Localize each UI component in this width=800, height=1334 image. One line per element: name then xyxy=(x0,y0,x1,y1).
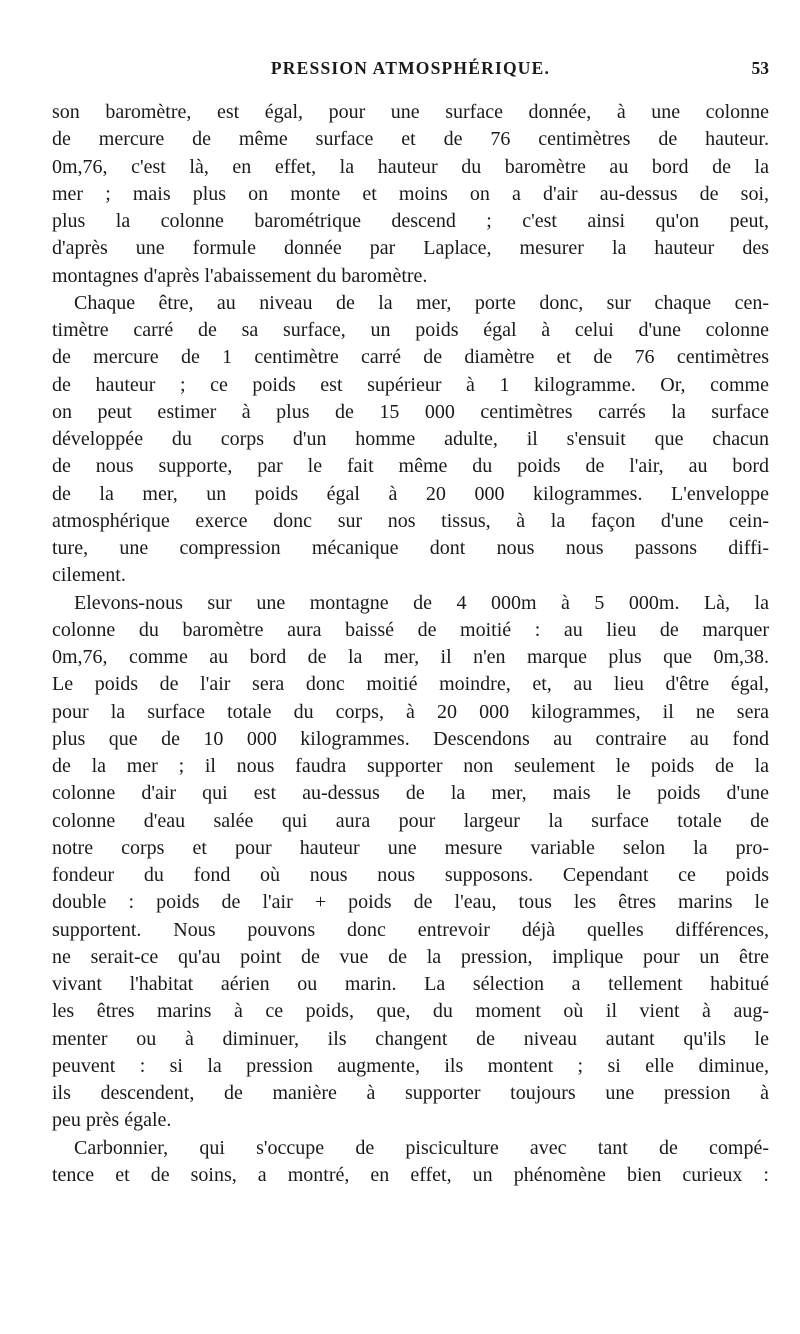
text-line: vivant l'habitat aérien ou marin. La sélection a tellement habitué xyxy=(52,973,769,995)
text-line: plus la colonne barométrique descend ; c'est ainsi qu'on peut, xyxy=(52,210,769,232)
text-line: fondeur du fond où nous nous supposons. Cependant ce poids xyxy=(52,864,769,886)
text-line: peu près égale. xyxy=(52,1109,172,1132)
text-line: montagnes d'après l'abaissement du baromètre. xyxy=(52,264,428,287)
text-line: Elevons-nous sur une montagne de 4 000m à 5 000m. Là, la xyxy=(74,591,769,614)
text-line: notre corps et pour hauteur une mesure variable selon la pro- xyxy=(52,836,769,859)
text-line: timètre carré de sa surface, un poids égal à celui d'une colonne xyxy=(52,319,769,341)
text-line: Chaque être, au niveau de la mer, porte donc, sur chaque cen- xyxy=(74,291,769,314)
text-line: de la mer, un poids égal à 20 000 kilogrammes. L'enveloppe xyxy=(52,482,769,505)
text-line: double : poids de l'air + poids de l'eau, tous les êtres marins le xyxy=(52,891,769,914)
body-text xyxy=(52,99,769,1189)
text-line: les êtres marins à ce poids, que, du moment où il vient à aug- xyxy=(52,1000,769,1023)
text-line: on peut estimer à plus de 15 000 centimètres carrés la surface xyxy=(52,400,769,423)
text-line: de hauteur ; ce poids est supérieur à 1 kilogramme. Or, comme xyxy=(52,373,769,396)
text-line: son baromètre, est égal, pour une surface donnée, à une colonne xyxy=(52,101,769,123)
text-line: supportent. Nous pouvons donc entrevoir déjà quelles différences, xyxy=(52,918,769,941)
text-line: développée du corps d'un homme adulte, il s'ensuit que chacun xyxy=(52,428,769,450)
text-line: cilement. xyxy=(52,564,126,587)
text-line: mer ; mais plus on monte et moins on a d'air au-dessus de soi, xyxy=(52,182,769,205)
text-line: plus que de 10 000 kilogrammes. Descendons au contraire au fond xyxy=(52,727,769,750)
text-line: ils descendent, de manière à supporter toujours une pression à xyxy=(52,1082,769,1104)
text-line: d'après une formule donnée par Laplace, mesurer la hauteur des xyxy=(52,237,769,260)
text-line: atmosphérique exerce donc sur nos tissus, à la façon d'une cein- xyxy=(52,509,769,532)
text-line: colonne d'air qui est au-dessus de la mer, mais le poids d'une xyxy=(52,782,769,805)
page-number: 53 xyxy=(751,58,769,78)
text-line: pour la surface totale du corps, à 20 000 kilogrammes, il ne sera xyxy=(52,700,769,723)
text-line: Carbonnier, qui s'occupe de pisciculture avec tant de compé- xyxy=(74,1136,769,1159)
text-line: colonne d'eau salée qui aura pour largeur la surface totale de xyxy=(52,809,769,832)
text-line: colonne du baromètre aura baissé de moitié : au lieu de marquer xyxy=(52,618,769,641)
text-line: peuvent : si la pression augmente, ils montent ; si elle diminue, xyxy=(52,1054,769,1077)
text-line: ture, une compression mécanique dont nous nous passons diffi- xyxy=(52,537,769,559)
text-line: 0m,76, c'est là, en effet, la hauteur du baromètre au bord de la xyxy=(52,155,769,178)
page-header xyxy=(52,58,769,84)
text-line: Le poids de l'air sera donc moitié moindre, et, au lieu d'être égal, xyxy=(52,673,769,696)
text-line: de mercure de 1 centimètre carré de diamètre et de 76 centimètres xyxy=(52,346,769,369)
text-line: 0m,76, comme au bord de la mer, il n'en marque plus que 0m,38. xyxy=(52,646,769,668)
text-line: menter ou à diminuer, ils changent de niveau autant qu'ils le xyxy=(52,1027,769,1050)
running-title: PRESSION ATMOSPHÉRIQUE. xyxy=(270,58,551,78)
text-line: de nous supporte, par le fait même du poids de l'air, au bord xyxy=(52,455,769,478)
text-line: ne serait-ce qu'au point de vue de la pression, implique pour un être xyxy=(52,945,769,968)
text-line: tence et de soins, a montré, en effet, un phénomène bien curieux : xyxy=(52,1163,769,1186)
text-line: de mercure de même surface et de 76 centimètres de hauteur. xyxy=(52,128,769,151)
text-line: de la mer ; il nous faudra supporter non seulement le poids de la xyxy=(52,755,769,777)
